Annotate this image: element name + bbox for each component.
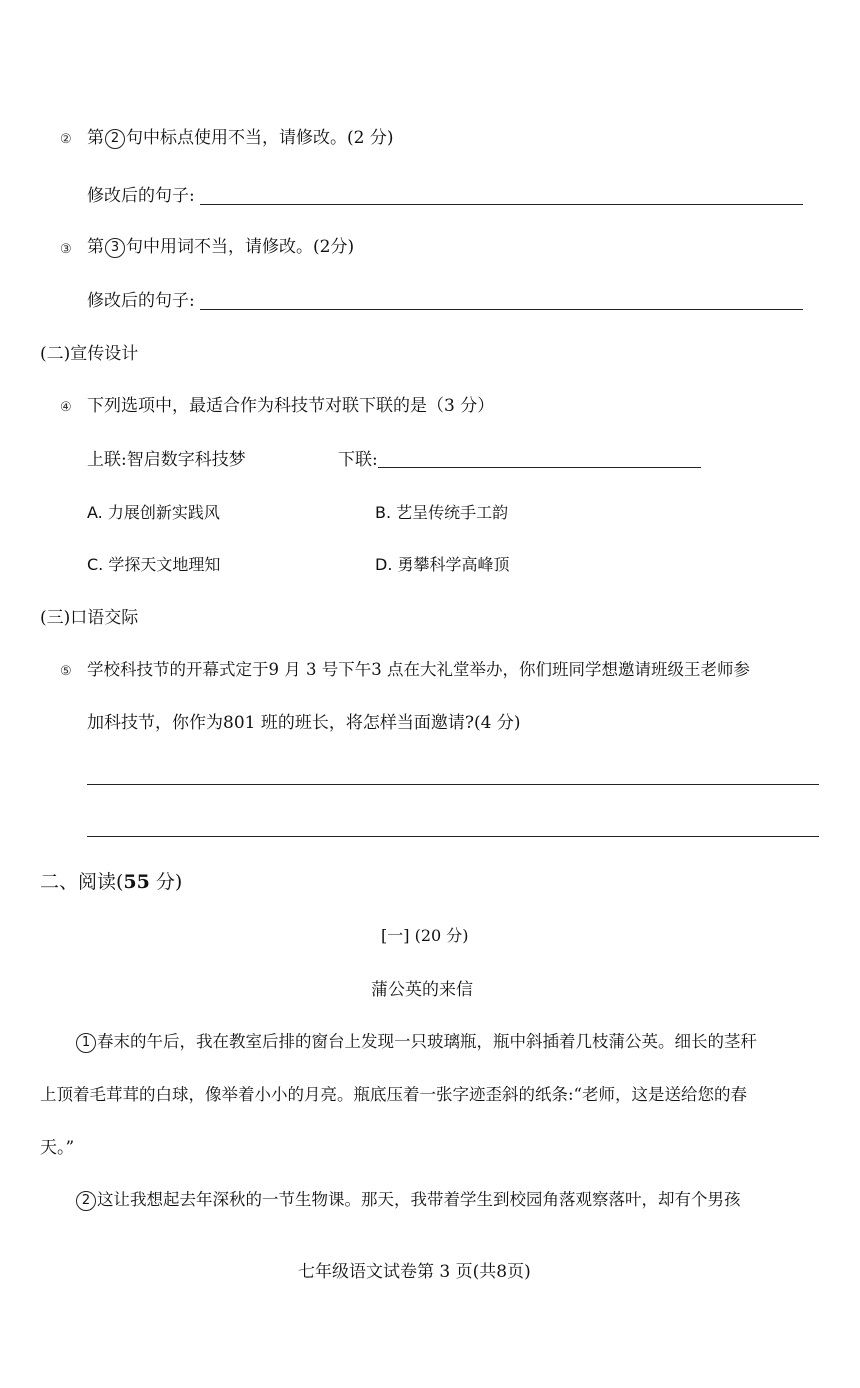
circled-number: 2 xyxy=(76,1191,96,1211)
question-text: 下列选项中，最适合作为科技节对联下联的是（3 分） xyxy=(87,396,495,416)
circled-number: 1 xyxy=(76,1033,96,1053)
answer-line[interactable] xyxy=(200,204,803,205)
section-heading: (二)宣传设计 xyxy=(40,344,139,364)
part-heading-a: 二、阅读( xyxy=(40,871,124,893)
paragraph-text: 春末的午后，我在教室后排的窗台上发现一只玻璃瓶，瓶中斜插着几枝蒲公英。细长的茎秆 xyxy=(97,1032,757,1051)
part-heading xyxy=(40,872,182,892)
part-score: 55 xyxy=(123,871,150,893)
circled-number: 3 xyxy=(105,238,125,258)
option-b[interactable]: B. 艺呈传统手工韵 xyxy=(375,503,509,522)
upper-couplet: 上联:智启数字科技梦 xyxy=(87,450,246,470)
paragraph-text: 这让我想起去年深秋的一节生物课。那天，我带着学生到校园角落观察落叶，却有个男孩 xyxy=(97,1190,741,1209)
question-prefix: 第 xyxy=(87,237,104,257)
question-text: 学校科技节的开幕式定于9 月 3 号下午3 点在大礼堂举办，你们班同学想邀请班级王老师参 xyxy=(87,660,750,679)
option-c[interactable]: C. 学探天文地理知 xyxy=(87,555,221,574)
paragraph-1-line: 上顶着毛茸茸的白球，像举着小小的月亮。瓶底压着一张字迹歪斜的纸条:“老师，这是送给您的春 xyxy=(40,1085,747,1104)
question-number: ③ xyxy=(60,242,72,257)
question-prefix: 第 xyxy=(87,128,104,148)
answer-label: 修改后的句子: xyxy=(87,291,195,311)
paragraph-2-line xyxy=(75,1190,741,1211)
option-a[interactable]: A. 力展创新实践风 xyxy=(87,503,220,522)
section-heading: (三)口语交际 xyxy=(40,608,139,628)
answer-label: 修改后的句子: xyxy=(87,186,195,206)
question-text xyxy=(87,128,393,149)
question-body: 句中标点使用不当，请修改。(2 分) xyxy=(126,128,394,148)
paragraph-1-line xyxy=(75,1032,757,1053)
circled-number: 2 xyxy=(105,129,125,149)
question-body: 句中用词不当，请修改。(2分) xyxy=(126,237,355,257)
answer-line[interactable] xyxy=(87,784,819,785)
question-number: ② xyxy=(60,132,72,147)
question-text xyxy=(87,237,354,258)
question-number: ⑤ xyxy=(60,664,72,679)
option-d[interactable]: D. 勇攀科学高峰顶 xyxy=(375,555,510,574)
answer-line[interactable] xyxy=(200,309,803,310)
answer-line[interactable] xyxy=(87,836,819,837)
paragraph-1-line: 天。” xyxy=(40,1138,75,1158)
passage-title: 蒲公英的来信 xyxy=(371,980,473,1000)
question-text-continued: 加科技节，你作为801 班的班长，将怎样当面邀请?(4 分) xyxy=(87,713,521,733)
part-heading-b: 分) xyxy=(149,871,183,893)
passage-section-label: [一] (20 分) xyxy=(381,926,469,945)
lower-couplet-label: 下联: xyxy=(338,450,378,470)
page-footer: 七年级语文试卷第 3 页(共8页) xyxy=(298,1262,531,1282)
question-number: ④ xyxy=(60,400,72,415)
answer-line[interactable] xyxy=(378,467,701,468)
